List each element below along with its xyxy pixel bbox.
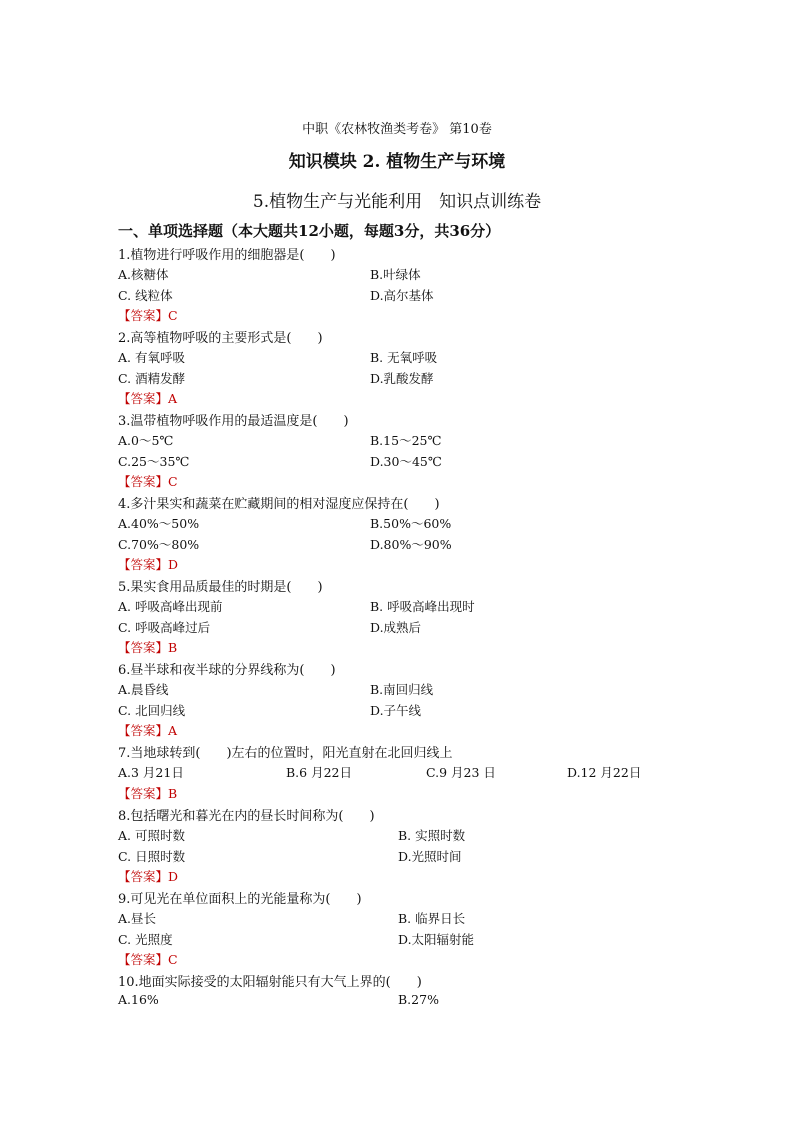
q4-answer (118, 555, 178, 573)
q10-option-b: B.27% (398, 992, 439, 1007)
section-heading: 一、单项选择题（本大题共12小题，每题3分，共36分） (118, 222, 501, 240)
q3-option-d: D.30～45℃ (370, 454, 442, 469)
q2-option-b: B. 无氧呼吸 (370, 350, 438, 365)
answer-value: A (168, 723, 178, 738)
answer-value: C (168, 308, 178, 323)
paper-subtitle: 5.植物生产与光能利用 知识点训练卷 (252, 192, 542, 212)
answer-label: 【答案】 (118, 869, 169, 884)
q6-option-a: A.晨昏线 (118, 682, 169, 697)
q9-option-b: B. 临界日长 (398, 911, 466, 926)
q8-option-c: C. 日照时数 (118, 849, 186, 864)
q2-option-a: A. 有氧呼吸 (118, 350, 185, 365)
answer-label: 【答案】 (118, 786, 169, 801)
q6-answer (118, 721, 177, 739)
q1-option-d: D.高尔基体 (370, 288, 434, 303)
question-8: 8.包括曙光和暮光在内的昼长时间称为( ) (118, 809, 375, 824)
exam-header: 中职《农林牧渔类考卷》 第10卷 (302, 122, 492, 137)
q3-option-a: A.0～5℃ (118, 433, 174, 448)
q6-option-d: D.子午线 (370, 703, 422, 718)
q10-option-a: A.16% (118, 992, 159, 1007)
answer-value: B (168, 786, 178, 801)
q8-answer (118, 867, 178, 885)
q2-answer (118, 389, 177, 407)
q2-option-c: C. 酒精发酵 (118, 371, 186, 386)
q8-option-b: B. 实照时数 (398, 828, 466, 843)
question-5: 5.果实食用品质最佳的时期是( ) (118, 580, 323, 595)
answer-label: 【答案】 (118, 640, 169, 655)
answer-value: D (168, 869, 179, 884)
answer-label: 【答案】 (118, 723, 169, 738)
q7-option-d: D.12 月22日 (567, 765, 642, 780)
q1-option-b: B.叶绿体 (370, 267, 421, 282)
q4-option-a: A.40%～50% (118, 516, 200, 531)
q5-option-b: B. 呼吸高峰出现时 (370, 599, 475, 614)
question-2: 2.高等植物呼吸的主要形式是( ) (118, 331, 323, 346)
answer-label: 【答案】 (118, 391, 169, 406)
answer-value: A (168, 391, 178, 406)
question-6: 6.昼半球和夜半球的分界线称为( ) (118, 663, 336, 678)
answer-value: D (168, 557, 179, 572)
q1-option-c: C. 线粒体 (118, 288, 173, 303)
question-4: 4.多汁果实和蔬菜在贮藏期间的相对湿度应保持在( ) (118, 497, 440, 512)
question-3: 3.温带植物呼吸作用的最适温度是( ) (118, 414, 349, 429)
q1-answer (118, 306, 178, 324)
question-9: 9.可见光在单位面积上的光能量称为( ) (118, 892, 362, 907)
q4-option-d: D.80%～90% (370, 537, 452, 552)
q3-option-c: C.25～35℃ (118, 454, 190, 469)
q5-option-a: A. 呼吸高峰出现前 (118, 599, 223, 614)
q3-option-b: B.15～25℃ (370, 433, 442, 448)
answer-value: C (168, 952, 178, 967)
answer-value: C (168, 474, 178, 489)
q9-option-d: D.太阳辐射能 (398, 932, 475, 947)
q6-option-b: B.南回归线 (370, 682, 434, 697)
q7-answer (118, 784, 177, 802)
q4-option-c: C.70%～80% (118, 537, 200, 552)
question-7: 7.当地球转到( )左右的位置时，阳光直射在北回归线上 (118, 746, 453, 761)
q4-option-b: B.50%～60% (370, 516, 452, 531)
q7-option-b: B.6 月22日 (286, 765, 352, 780)
answer-label: 【答案】 (118, 557, 169, 572)
question-10: 10.地面实际接受的太阳辐射能只有大气上界的( ) (118, 975, 422, 990)
q2-option-d: D.乳酸发酵 (370, 371, 434, 386)
q9-answer (118, 950, 178, 968)
question-1: 1.植物进行呼吸作用的细胞器是( ) (118, 248, 336, 263)
answer-value: B (168, 640, 178, 655)
q9-option-c: C. 光照度 (118, 932, 173, 947)
q5-answer (118, 638, 177, 656)
q8-option-a: A. 可照时数 (118, 828, 185, 843)
q7-option-c: C.9 月23 日 (426, 765, 496, 780)
q5-option-c: C. 呼吸高峰过后 (118, 620, 211, 635)
q1-option-a: A.核糖体 (118, 267, 169, 282)
module-title: 知识模块 2. 植物生产与环境 (288, 152, 506, 172)
q5-option-d: D.成熟后 (370, 620, 422, 635)
q3-answer (118, 472, 178, 490)
q9-option-a: A.昼长 (118, 911, 157, 926)
q7-option-a: A.3 月21日 (118, 765, 184, 780)
answer-label: 【答案】 (118, 474, 169, 489)
answer-label: 【答案】 (118, 308, 169, 323)
answer-label: 【答案】 (118, 952, 169, 967)
q6-option-c: C. 北回归线 (118, 703, 186, 718)
q8-option-d: D.光照时间 (398, 849, 462, 864)
